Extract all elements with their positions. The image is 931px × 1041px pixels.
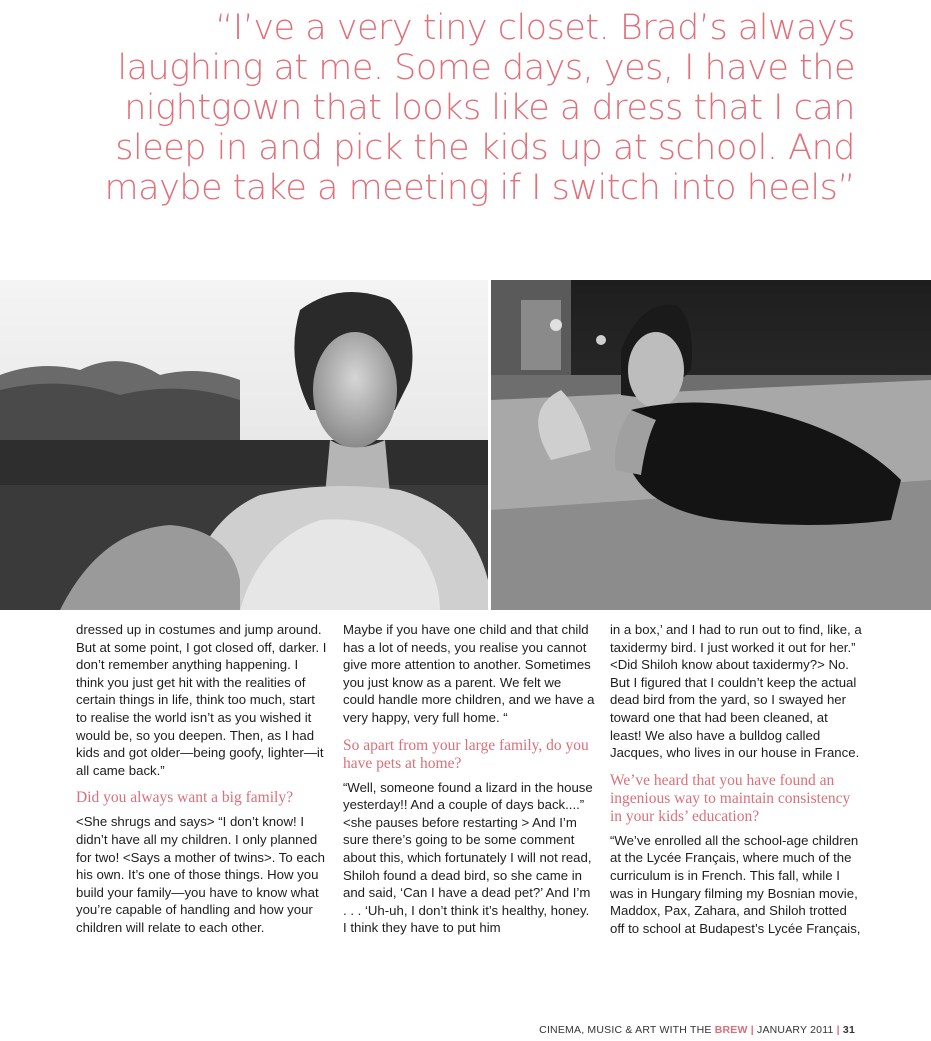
paragraph: “We’ve enrolled all the school-age children at the Lycée Français, where much of the curriculum is in French. This fall, while I was in Hungary filming my Bosnian movie, Maddox, Pax, Zahara, and Shiloh trotted off to school at Budapest’s Lycée Français, [610, 832, 861, 936]
photo-left [0, 280, 488, 610]
pull-quote: “I’ve a very tiny closet. Brad’s always laughing at me. Some days, yes, I have the nightgown that looks like a dress that I can sleep in and pick the kids up at school. And maybe take a meeting if I switch into heels” [104, 8, 855, 208]
paragraph: Maybe if you have one child and that child has a lot of needs, you realise you cannot give more attention to another. Sometimes you just know as a parent. We felt we could handle more children, and we have a very happy, very full home. “ [343, 622, 595, 725]
question-heading: We’ve heard that you have found an ingenious way to maintain consistency in your kids’ education? [610, 771, 851, 825]
text-column-1 [76, 621, 328, 937]
footer-separator: | [747, 1024, 757, 1036]
question-heading: Did you always want a big family? [76, 789, 293, 807]
paragraph: “Well, someone found a lizard in the house yesterday!! And a couple of days back....” <she pauses before restarting > And I’m sure there’s going to be some comment about this, which fortunately I will not read, Shiloh found a dead bird, so she came in and said, ‘Can I have a dead pet?’ And I’m . . . ‘Uh-uh, I don’t think it’s healthy, honey. I think they have to put him [343, 779, 593, 936]
photo-right [491, 280, 931, 610]
page-footer [539, 1024, 855, 1036]
footer-issue: JANUARY 2011 [757, 1024, 834, 1036]
footer-separator: | [833, 1024, 843, 1036]
paragraph: in a box,’ and I had to run out to find, like, a taxidermy bird. I just worked it out for her.” <Did Shiloh know about taxidermy?> No. But I figured that I couldn’t keep the actual dead bird from the yard, so I swayed her toward one that had been cleaned, at least! We also have a bulldog called Jacques, who lives in our house in France. [610, 622, 862, 761]
paragraph: <She shrugs and says> “I don’t know! I didn’t have all my children. I only planned for two! <Says a mother of twins>. To each his own. It’s one of those things. How you build your family—you have to know what you’re capable of handling and how your children will relate to each other. [76, 814, 325, 935]
footer-section: CINEMA, MUSIC & ART WITH THE [539, 1024, 715, 1036]
footer-brand: BREW [714, 1024, 748, 1036]
paragraph: dressed up in costumes and jump around. But at some point, I got closed off, darker. I don’t remember anything happening. I think you just get hit with the realities of certain things in life, think too much, start to realise the world isn’t as you wished it would be, so you deepen. Then, as I had kids and got older—being goofy, lighter—it all came back.” [76, 622, 327, 778]
portrait-photo-right [491, 280, 931, 610]
question-heading: So apart from your large family, do you have pets at home? [343, 736, 589, 772]
text-column-2 [343, 621, 595, 937]
portrait-photo-left [0, 280, 488, 610]
page-number: 31 [842, 1024, 855, 1036]
text-column-3 [610, 621, 862, 937]
